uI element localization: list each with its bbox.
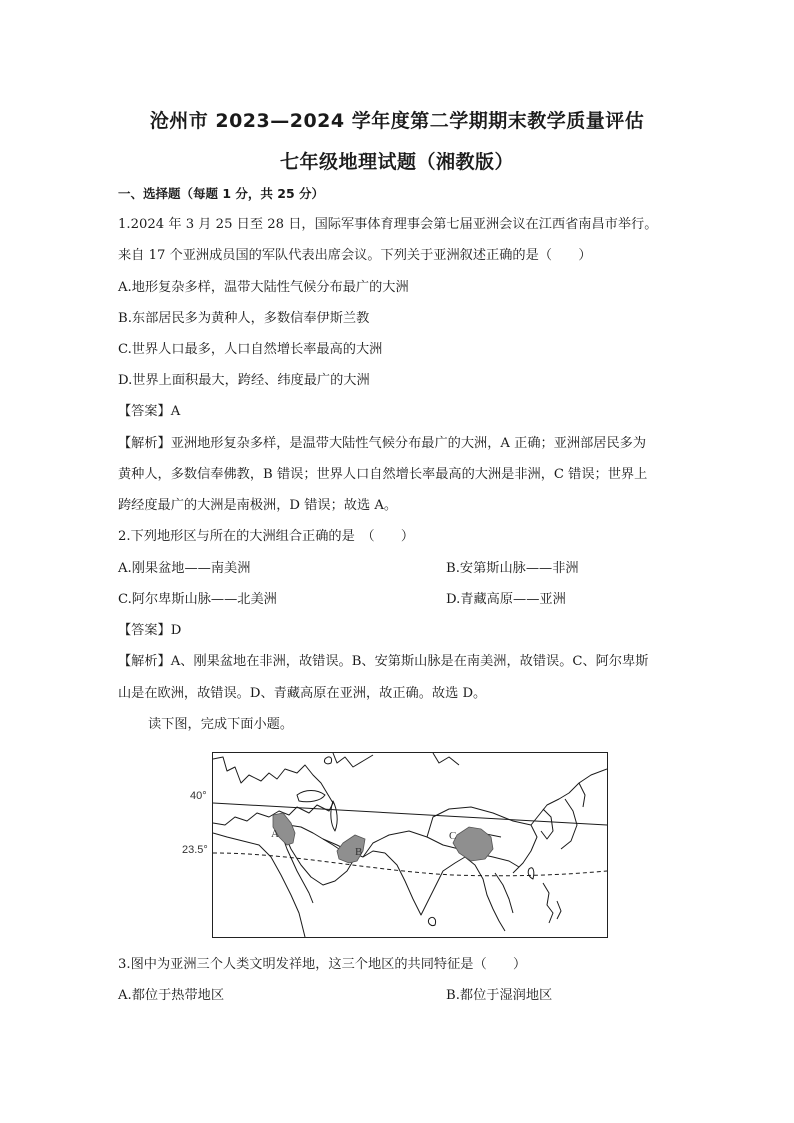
q1-explanation-line1: 【解析】亚洲地形复杂多样，是温带大陆性气候分布最广的大洲，A 正确；亚洲部居民多为	[118, 436, 647, 451]
read-instruction: 读下图，完成下面小题。	[148, 717, 294, 732]
section-heading: 一、选择题（每题 1 分，共 25 分）	[118, 186, 325, 201]
q1-stem-line1: 1.2024 年 3 月 25 日至 28 日，国际军事体育理事会第七届亚洲会议在江西省南昌市举行。	[118, 217, 658, 232]
map-label-c: C	[449, 830, 457, 842]
q1-explanation-line2: 黄种人，多数信奉佛教，B 错误；世界人口自然增长率最高的大洲是非洲，C 错误；世界上	[118, 467, 648, 482]
q1-option-a: A.地形复杂多样，温带大陆性气候分布最广的大洲	[118, 280, 409, 295]
q1-answer: 【答案】A	[118, 404, 181, 419]
q2-stem: 2.下列地形区与所在的大洲组合正确的是 （ ）	[118, 529, 415, 544]
map-label-a: A	[271, 828, 279, 840]
q3-stem: 3.图中为亚洲三个人类文明发祥地，这三个地区的共同特征是（ ）	[118, 957, 527, 972]
latitude-label-40: 40°	[190, 790, 207, 802]
asia-map-svg	[213, 753, 607, 937]
q1-stem-line2: 来自 17 个亚洲成员国的军队代表出席会议。下列关于亚洲叙述正确的是（ ）	[118, 248, 592, 263]
q3-option-b: B.都位于湿润地区	[446, 988, 553, 1003]
q1-explanation-line3: 跨经度最广的大洲是南极洲，D 错误；故选 A。	[118, 498, 398, 513]
q3-option-a: A.都位于热带地区	[118, 988, 225, 1003]
q1-option-c: C.世界人口最多，人口自然增长率最高的大洲	[118, 342, 383, 357]
q2-option-c: C.阿尔卑斯山脉——北美洲	[118, 592, 277, 607]
region-c	[453, 827, 493, 861]
q2-option-a: A.刚果盆地——南美洲	[118, 561, 251, 576]
q2-option-b: B.安第斯山脉——非洲	[446, 561, 579, 576]
document-title: 沧州市 2023—2024 学年度第二学期期末教学质量评估	[149, 110, 645, 132]
q2-explanation-line2: 山是在欧洲，故错误。D、青藏高原在亚洲，故正确。故选 D。	[118, 686, 487, 701]
map-label-b: B	[355, 846, 363, 858]
q2-answer: 【答案】D	[118, 623, 182, 638]
latitude-label-23-5: 23.5°	[182, 844, 208, 856]
q2-option-d: D.青藏高原——亚洲	[446, 592, 566, 607]
q2-explanation-line1: 【解析】A、刚果盆地在非洲，故错误。B、安第斯山脉是在南美洲，故错误。C、阿尔卑斯	[118, 654, 649, 669]
q1-option-b: B.东部居民多为黄种人，多数信奉伊斯兰教	[118, 311, 370, 326]
document-subtitle: 七年级地理试题（湘教版）	[279, 151, 514, 173]
asia-map	[212, 752, 608, 938]
q1-option-d: D.世界上面积最大，跨经、纬度最广的大洲	[118, 373, 370, 388]
